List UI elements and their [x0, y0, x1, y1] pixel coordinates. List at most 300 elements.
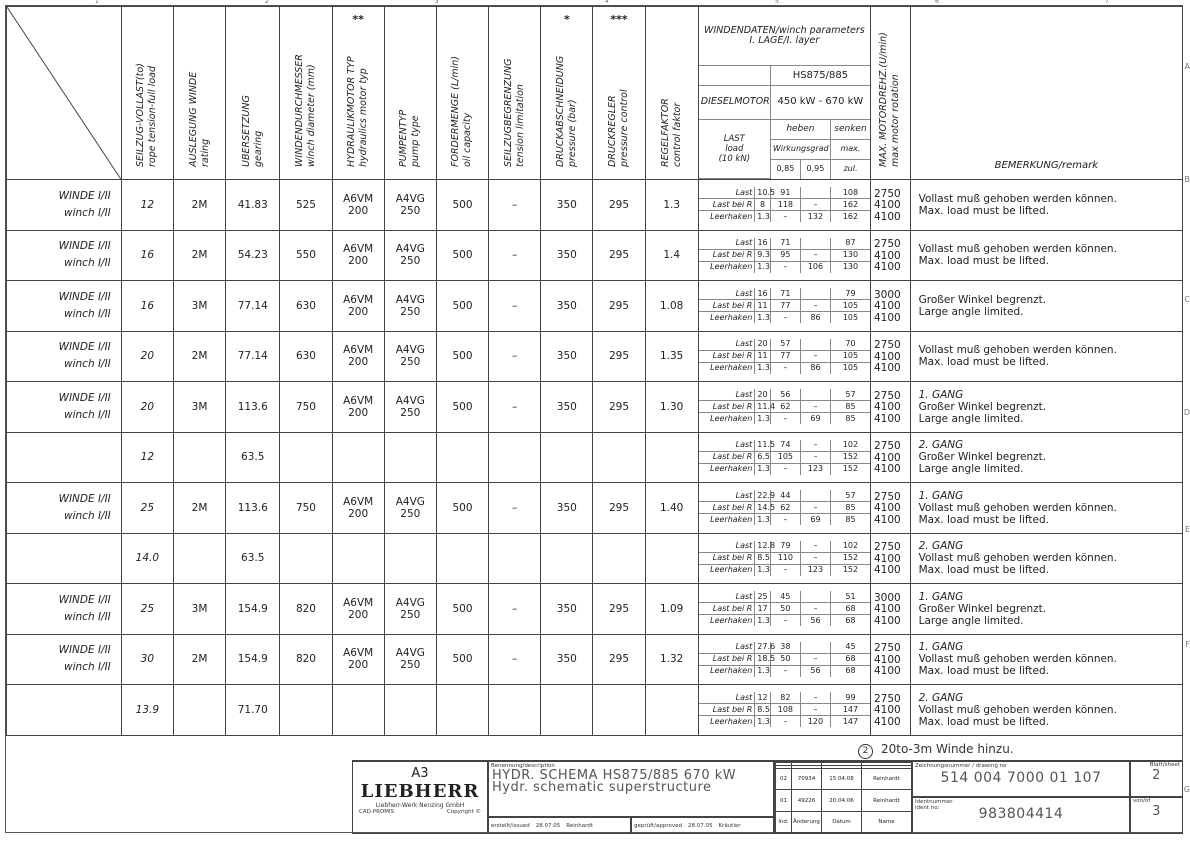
- max-label: max.: [831, 139, 870, 159]
- params-value: 99: [831, 692, 870, 704]
- header-pressure-control: *** DRUCKREGLER pressure control: [593, 7, 645, 180]
- params-subrow: [699, 704, 870, 716]
- gear-label: 1. GANG: [918, 489, 964, 502]
- tension-limit-cell: –: [489, 180, 541, 231]
- rpm-value: 4100: [873, 715, 901, 728]
- pump-cell: [384, 685, 436, 736]
- params-value: 18.5: [755, 653, 771, 665]
- params-value: 108: [770, 704, 800, 716]
- params-value: 12.8: [755, 541, 771, 553]
- winch-label-cell: [7, 483, 122, 534]
- rpm-value: 4100: [873, 261, 901, 273]
- remark-cell: [910, 281, 1182, 332]
- winch-label-de: WINDE I/II: [58, 189, 111, 202]
- remark-line: Großer Winkel begrenzt.: [918, 293, 1047, 306]
- gearing-cell: 77.14: [226, 281, 280, 332]
- gearing-cell: 63.5: [226, 432, 280, 483]
- params-value: 11: [755, 350, 771, 362]
- control-factor-cell: 1.30: [645, 382, 698, 433]
- params-value: 12: [755, 692, 771, 704]
- header-oil: FÖRDERMENGE (L/min) oil capacity: [436, 7, 488, 180]
- winch-label-en: winch I/II: [64, 206, 111, 219]
- pressure-control-cell: 295: [593, 483, 645, 534]
- rating-cell: 2M: [173, 483, 225, 534]
- params-value: 27.6: [755, 642, 771, 654]
- motor-cell: [332, 432, 384, 483]
- params-value: 68: [845, 615, 856, 625]
- corner-cell: [7, 7, 122, 180]
- load-cell: 20: [121, 331, 173, 382]
- revision-head: Datum: [822, 811, 862, 832]
- params-subrow: [699, 591, 870, 603]
- params-value: 22.9: [755, 490, 771, 502]
- description-line2: Hydr. schematic superstructure: [492, 780, 712, 795]
- rpm-value: 4100: [873, 614, 901, 627]
- remark-line: Large angle limited.: [918, 614, 1024, 627]
- params-subrow: [699, 413, 870, 425]
- params-subrow: [699, 300, 870, 312]
- diameter-cell: 820: [280, 634, 332, 685]
- rpm-value: 4100: [873, 603, 901, 615]
- motor-cell: A6VM 200: [332, 483, 384, 534]
- params-value: 82: [770, 692, 800, 704]
- params-value: [800, 288, 830, 300]
- motor-cell: A6VM 200: [332, 281, 384, 332]
- diameter-cell: [280, 685, 332, 736]
- params-subrow: [699, 339, 870, 351]
- revision-value: 20.04.06: [822, 790, 862, 811]
- rpm-cell: [870, 584, 910, 635]
- control-factor-cell: 1.09: [645, 584, 698, 635]
- diameter-cell: 750: [280, 382, 332, 433]
- rpm-value: 4100: [873, 362, 901, 374]
- params-subrow: [699, 199, 870, 211]
- copyright-label: Copyright ©: [446, 809, 481, 815]
- revision-value: Reinhardt: [862, 769, 912, 790]
- params-value: 1.3: [755, 665, 771, 677]
- params-value: 105: [842, 312, 859, 322]
- gearing-cell: 63.5: [226, 533, 280, 584]
- revision-head: Ind.: [776, 811, 792, 832]
- remark-cell: [910, 634, 1182, 685]
- pump-cell: [384, 533, 436, 584]
- revision-value: 15.04.08: [822, 769, 862, 790]
- rpm-value: 4100: [873, 249, 901, 262]
- load-cell: 16: [121, 230, 173, 281]
- params-value: –: [800, 350, 830, 362]
- header-row: [7, 7, 1183, 180]
- rpm-cell: [870, 230, 910, 281]
- load-cell: 12: [121, 180, 173, 231]
- pressure-control-cell: [593, 685, 645, 736]
- params-value: 147: [842, 716, 859, 726]
- rating-cell: 2M: [173, 331, 225, 382]
- tension-limit-cell: [489, 685, 541, 736]
- params-label: Last: [699, 389, 755, 401]
- tension-limit-cell: –: [489, 584, 541, 635]
- params-value: 147: [831, 704, 870, 716]
- params-value: 85: [831, 401, 870, 413]
- winch-label-en: winch I/II: [64, 661, 111, 674]
- params-subrow: [699, 350, 870, 362]
- approved-label: geprüft/approved: [634, 822, 682, 829]
- winch-params-cell: [698, 685, 870, 736]
- table-row: [7, 432, 1183, 483]
- params-value: 45: [770, 591, 800, 603]
- ruler-label: 7: [1105, 0, 1109, 5]
- header-pump: PUMPENTYP pump type: [384, 7, 436, 180]
- winch-params-cell: [698, 432, 870, 483]
- winch-label-cell: [7, 432, 122, 483]
- params-subrow: [699, 615, 870, 627]
- oil-cell: [436, 432, 488, 483]
- params-value: 68: [845, 666, 856, 676]
- description-label: Benennung/description: [491, 763, 555, 769]
- params-label: Last: [699, 339, 755, 351]
- pressure-cell: 350: [541, 483, 593, 534]
- rating-cell: [173, 533, 225, 584]
- pressure-cell: 350: [541, 230, 593, 281]
- remark-line: Max. load must be lifted.: [918, 665, 1049, 678]
- pressure-control-cell: 295: [593, 634, 645, 685]
- motor-cell: A6VM 200: [332, 584, 384, 635]
- params-value: 14.5: [755, 502, 771, 514]
- winch-params-subtable: [699, 389, 870, 424]
- header-winch-params: [698, 7, 870, 180]
- remark-line: Vollast muß gehoben werden können.: [918, 501, 1117, 514]
- params-value: 56: [800, 615, 830, 627]
- params-value: 57: [831, 490, 870, 502]
- winch-params-subtable: [699, 541, 870, 576]
- winch-label-en: winch I/II: [64, 307, 111, 320]
- params-value: 8.5: [755, 704, 771, 716]
- remark-line: Vollast muß gehoben werden können.: [918, 344, 1117, 357]
- ruler-label: 6: [935, 0, 939, 5]
- load-cell: 30: [121, 634, 173, 685]
- params-value: 162: [831, 199, 870, 211]
- params-value: 16: [755, 288, 771, 300]
- rpm-cell: [870, 432, 910, 483]
- gearing-cell: 113.6: [226, 483, 280, 534]
- params-value: [800, 187, 830, 199]
- params-label: Leerhaken: [699, 211, 755, 223]
- rating-cell: 2M: [173, 230, 225, 281]
- side-letter: F: [1185, 640, 1190, 649]
- params-value: 152: [831, 552, 870, 564]
- params-label: Leerhaken: [699, 312, 755, 324]
- params-value: 50: [770, 653, 800, 665]
- params-subrow: [699, 187, 870, 199]
- pump-cell: A4VG 250: [384, 281, 436, 332]
- params-value: 1.3: [755, 463, 771, 475]
- rpm-value: 4100: [873, 451, 901, 464]
- params-value: [800, 339, 830, 351]
- revision-header: [776, 811, 912, 832]
- issued-name: Reinhardt: [566, 822, 593, 829]
- params-subrow: [699, 389, 870, 401]
- params-value: 120: [800, 716, 830, 728]
- remark-line: Vollast muß gehoben werden können.: [918, 653, 1117, 666]
- params-value: 105: [831, 300, 870, 312]
- params-label: Leerhaken: [699, 514, 755, 526]
- rating-cell: 2M: [173, 180, 225, 231]
- params-value: 86: [800, 362, 830, 374]
- gearing-cell: 154.9: [226, 634, 280, 685]
- rpm-value: 4100: [873, 653, 901, 666]
- diameter-cell: 525: [280, 180, 332, 231]
- rpm-value: 2750: [873, 389, 901, 402]
- params-value: 85: [845, 413, 856, 423]
- pressure-cell: 350: [541, 331, 593, 382]
- params-value: –: [770, 413, 800, 425]
- diameter-cell: 750: [280, 483, 332, 534]
- pressure-control-cell: 295: [593, 584, 645, 635]
- params-label: Last bei R: [699, 502, 755, 514]
- params-subrow: [699, 642, 870, 654]
- winch-label-cell: [7, 230, 122, 281]
- winch-label-de: WINDE I/II: [58, 492, 111, 505]
- revision-value: 70934: [792, 769, 822, 790]
- load-cell: 25: [121, 584, 173, 635]
- remark-cell: [910, 331, 1182, 382]
- params-value: [800, 238, 830, 250]
- params-subrow: [699, 552, 870, 564]
- table-row: [7, 331, 1183, 382]
- winch-params-cell: [698, 382, 870, 433]
- winch-params-subtable: [699, 490, 870, 525]
- motor-cell: A6VM 200: [332, 382, 384, 433]
- motor-cell: A6VM 200: [332, 331, 384, 382]
- winch-params-cell: [698, 483, 870, 534]
- revision-text: 20to-3m Winde hinzu.: [881, 742, 1014, 756]
- oil-cell: 500: [436, 483, 488, 534]
- params-label: Last bei R: [699, 249, 755, 261]
- params-value: –: [800, 401, 830, 413]
- params-value: –: [800, 249, 830, 261]
- diesel-label: DIESELMOTOR: [699, 85, 771, 119]
- oil-cell: 500: [436, 281, 488, 332]
- of-label: von/of: [1133, 798, 1151, 804]
- rpm-value: 4100: [873, 552, 901, 565]
- params-value: 71: [770, 238, 800, 250]
- approved-date: 28.07.05: [687, 822, 713, 829]
- winch-label-de: WINDE I/II: [58, 644, 111, 657]
- winch-label-cell: [7, 634, 122, 685]
- params-label: Last: [699, 440, 755, 452]
- rpm-value: 4100: [873, 463, 901, 475]
- params-label: Last: [699, 490, 755, 502]
- winch-label-de: WINDE I/II: [58, 391, 111, 404]
- revision-value: Reinhardt: [862, 790, 912, 811]
- params-subrow: [699, 211, 870, 223]
- motor-cell: A6VM 200: [332, 230, 384, 281]
- params-value: –: [770, 463, 800, 475]
- rpm-cell: [870, 281, 910, 332]
- revision-head: Name: [862, 811, 912, 832]
- ident-number: 983804414: [978, 806, 1064, 822]
- rpm-value: 2750: [873, 490, 901, 503]
- params-value: 25: [755, 591, 771, 603]
- params-value: 1.3: [755, 261, 771, 273]
- params-value: 62: [770, 502, 800, 514]
- description-line1: HYDR. SCHEMA HS875/885 670 kW: [492, 768, 737, 783]
- params-value: 152: [842, 565, 859, 575]
- top-ruler: [5, 0, 1183, 5]
- params-value: –: [800, 451, 830, 463]
- params-label: Last: [699, 238, 755, 250]
- rating-cell: [173, 432, 225, 483]
- params-value: 38: [770, 642, 800, 654]
- params-value: –: [800, 704, 830, 716]
- params-subrow: [699, 541, 870, 553]
- params-value: 105: [770, 451, 800, 463]
- tension-limit-cell: –: [489, 230, 541, 281]
- rpm-cell: [870, 634, 910, 685]
- params-value: 86: [800, 312, 830, 324]
- params-value: 1.3: [755, 362, 771, 374]
- params-value: 11: [755, 300, 771, 312]
- liebherr-logo: LIEBHERR: [360, 781, 480, 802]
- pressure-cell: [541, 432, 593, 483]
- params-value: [800, 642, 830, 654]
- winch-params-cell: [698, 584, 870, 635]
- issued-date: 28.07.05: [535, 822, 561, 829]
- params-value: 1.3: [755, 564, 771, 576]
- winch-params-cell: [698, 533, 870, 584]
- diameter-cell: 550: [280, 230, 332, 281]
- params-subrow: [699, 716, 870, 728]
- approved-name: Kräutler: [718, 822, 741, 829]
- params-value: –: [770, 312, 800, 324]
- params-value: –: [800, 552, 830, 564]
- rpm-value: 4100: [873, 210, 901, 223]
- params-value: 8.5: [755, 552, 771, 564]
- header-diameter: WINDENDURCHMESSER winch diameter (mm): [280, 7, 332, 180]
- motor-cell: A6VM 200: [332, 180, 384, 231]
- pump-cell: A4VG 250: [384, 483, 436, 534]
- params-value: 69: [800, 514, 830, 526]
- ruler-label: 3: [435, 0, 439, 5]
- params-label: Last: [699, 642, 755, 654]
- sheet-number: 2: [1152, 768, 1161, 783]
- winch-params-subtable: [699, 591, 870, 626]
- control-factor-cell: 1.40: [645, 483, 698, 534]
- params-subrow: [699, 312, 870, 324]
- rpm-cell: [870, 382, 910, 433]
- params-label: Leerhaken: [699, 261, 755, 273]
- params-label: Last: [699, 288, 755, 300]
- revision-circle: 2: [858, 744, 873, 759]
- revision-value: 49226: [792, 790, 822, 811]
- tension-limit-cell: –: [489, 483, 541, 534]
- params-label: Last bei R: [699, 603, 755, 615]
- winch-label-cell: [7, 331, 122, 382]
- params-value: 130: [842, 262, 859, 272]
- params-value: –: [770, 615, 800, 627]
- params-subrow: [699, 238, 870, 250]
- params-value: 87: [831, 238, 870, 250]
- table-row: [7, 634, 1183, 685]
- gearing-cell: 71.70: [226, 685, 280, 736]
- params-subrow: [699, 564, 870, 576]
- gear-label: 1. GANG: [918, 590, 964, 603]
- remark-line: Max. load must be lifted.: [918, 564, 1049, 577]
- params-value: 68: [831, 603, 870, 615]
- revision-value: 02: [776, 769, 792, 790]
- cad-label: CAD-PROMIS: [359, 809, 395, 815]
- oil-cell: 500: [436, 382, 488, 433]
- tension-limit-cell: [489, 432, 541, 483]
- rating-cell: 2M: [173, 634, 225, 685]
- revision-row: [776, 790, 912, 811]
- revision-note: [858, 742, 1014, 759]
- params-subrow: [699, 451, 870, 463]
- table-row: [7, 483, 1183, 534]
- params-label: Leerhaken: [699, 362, 755, 374]
- params-value: 70: [831, 339, 870, 351]
- winch-label-de: WINDE I/II: [58, 341, 111, 354]
- winch-params-subtable: [699, 339, 870, 374]
- params-value: 79: [770, 541, 800, 553]
- params-value: 6.5: [755, 451, 771, 463]
- load-label: LAST load (10 kN): [699, 119, 771, 178]
- pump-cell: A4VG 250: [384, 382, 436, 433]
- params-value: 1.3: [755, 211, 771, 223]
- gearing-cell: 113.6: [226, 382, 280, 433]
- ident-box: [912, 797, 1130, 834]
- rpm-value: 2750: [873, 440, 901, 452]
- params-value: 11.5: [755, 440, 771, 452]
- remark-line: Max. load must be lifted.: [918, 715, 1049, 728]
- gear-label: 2. GANG: [918, 439, 964, 452]
- gear-label: 2. GANG: [918, 691, 964, 704]
- params-value: 77: [770, 300, 800, 312]
- params-subrow: [699, 362, 870, 374]
- remark-line: Large angle limited.: [918, 305, 1024, 318]
- header-rpm: MAX. MOTORDREHZ.(U/min) max motor rotation: [870, 7, 910, 180]
- rpm-value: 3000: [873, 591, 901, 604]
- issued-label: erstellt/issued: [491, 822, 530, 829]
- control-factor-cell: 1.08: [645, 281, 698, 332]
- params-value: –: [770, 716, 800, 728]
- params-subrow: [699, 603, 870, 615]
- eff-095: 0,95: [800, 159, 830, 178]
- motor-cell: [332, 533, 384, 584]
- heben-label: heben: [770, 119, 830, 139]
- params-value: 56: [800, 665, 830, 677]
- pressure-control-cell: 295: [593, 230, 645, 281]
- params-value: 105: [831, 350, 870, 362]
- rpm-value: 4100: [873, 300, 901, 312]
- pump-cell: A4VG 250: [384, 584, 436, 635]
- pressure-cell: [541, 685, 593, 736]
- header-gearing: ÜBERSETZUNG gearing: [226, 7, 280, 180]
- pressure-cell: [541, 533, 593, 584]
- params-label: Leerhaken: [699, 665, 755, 677]
- remark-line: Großer Winkel begrenzt.: [918, 602, 1047, 615]
- winch-label-de: WINDE I/II: [58, 290, 111, 303]
- winch-label-de: WINDE I/II: [58, 240, 111, 253]
- params-value: 56: [770, 389, 800, 401]
- rpm-value: 4100: [873, 704, 901, 716]
- params-value: 20: [755, 339, 771, 351]
- winch-label-cell: [7, 382, 122, 433]
- pump-cell: A4VG 250: [384, 230, 436, 281]
- params-value: 1.3: [755, 514, 771, 526]
- winch-label-de: WINDE I/II: [58, 593, 111, 606]
- remark-line: Vollast muß gehoben werden können.: [918, 552, 1117, 565]
- params-value: 57: [831, 389, 870, 401]
